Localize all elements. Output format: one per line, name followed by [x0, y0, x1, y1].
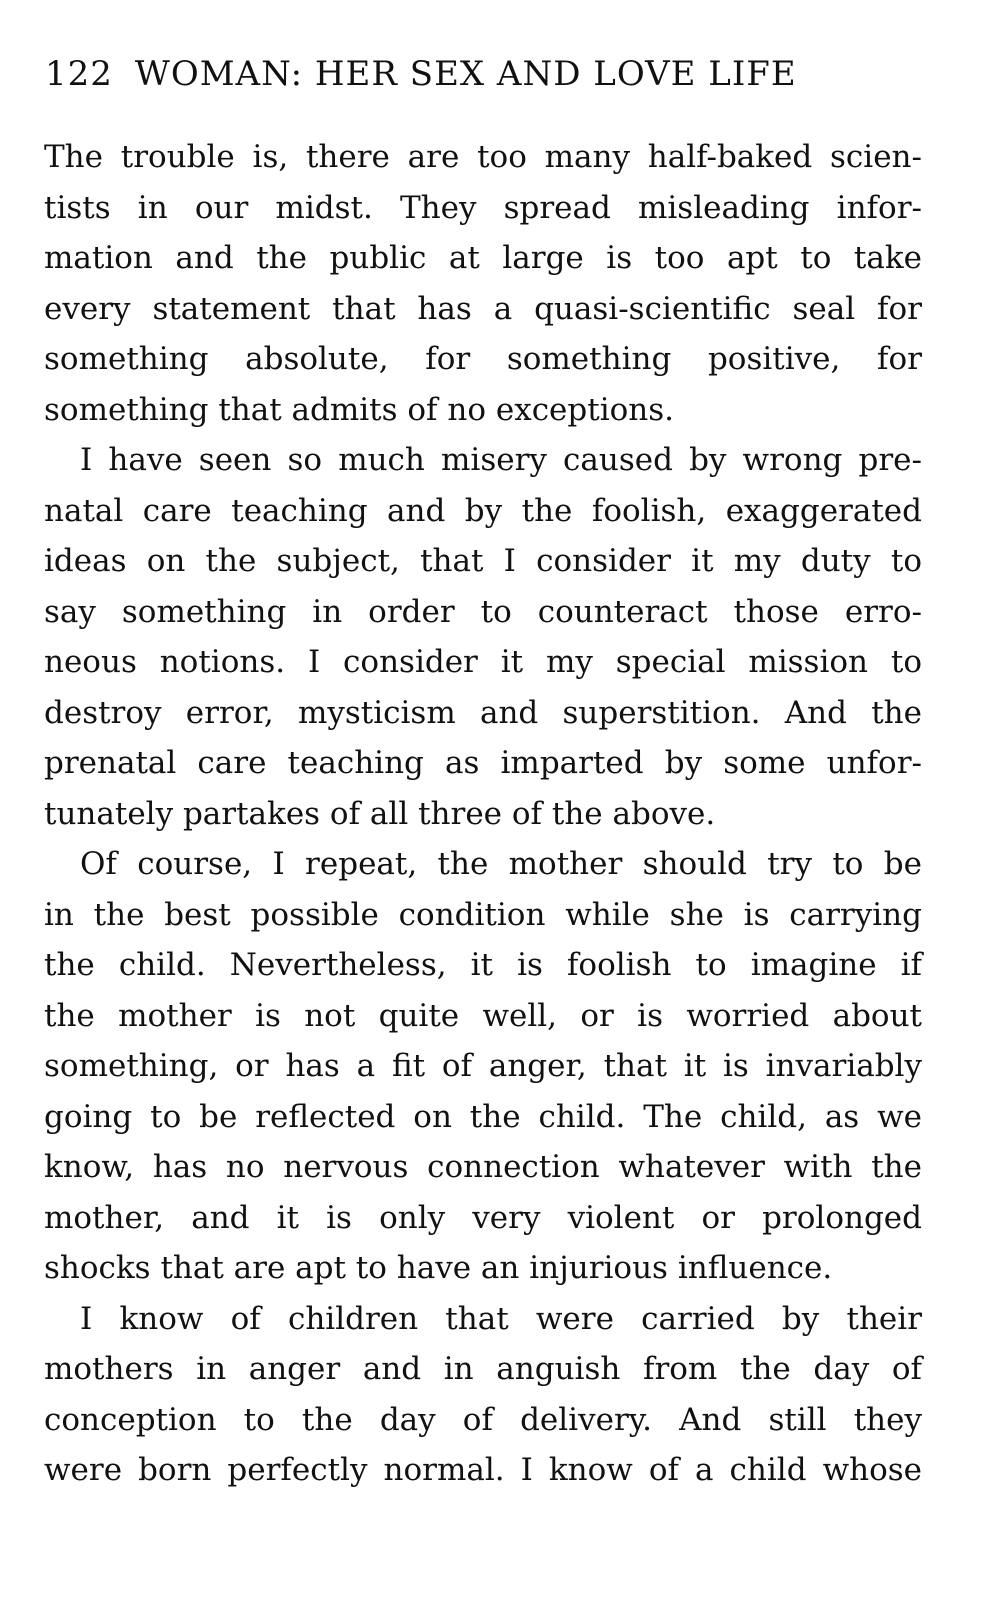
text-line: the mother is not quite well, or is worried about	[44, 997, 922, 1034]
paragraph-3	[44, 839, 922, 1294]
text-line: I know of children that were carried by their	[80, 1300, 922, 1337]
text-line: know, has no nervous connection whatever with the	[44, 1149, 922, 1185]
text-line: neous notions. I consider it my special mission to	[44, 644, 922, 680]
text-line: conception to the day of delivery. And still they	[44, 1401, 922, 1438]
text-line: The trouble is, there are too many half-baked scien-	[44, 139, 922, 175]
text-line: natal care teaching and by the foolish, exaggerated	[44, 492, 922, 529]
text-line: in the best possible condition while she is carrying	[44, 896, 922, 933]
text-line: shocks that are apt to have an injurious influence.	[44, 1250, 833, 1286]
text-line: mation and the public at large is too apt to take	[44, 240, 922, 276]
text-line: mothers in anger and in anguish from the day of	[44, 1351, 922, 1387]
paragraph-1	[44, 132, 922, 435]
text-line: the child. Nevertheless, it is foolish to imagine if	[44, 947, 922, 983]
text-line: something that admits of no exceptions.	[44, 391, 675, 428]
text-line: destroy error, mysticism and superstition. And the	[44, 694, 922, 731]
running-head	[45, 52, 925, 96]
text-line: mother, and it is only very violent or prolonged	[44, 1199, 922, 1236]
text-line: something absolute, for something positive, for	[44, 341, 922, 377]
page-number: 122	[45, 54, 113, 94]
text-line: something, or has a fit of anger, that it is invariably	[44, 1048, 922, 1084]
text-line: ideas on the subject, that I consider it my duty to	[44, 543, 922, 579]
text-line: were born perfectly normal. I know of a child whose	[44, 1452, 922, 1488]
text-line: Of course, I repeat, the mother should try to be	[80, 846, 922, 882]
text-line: tunately partakes of all three of the above.	[44, 795, 716, 832]
paragraph-2	[44, 435, 922, 839]
text-line: I have seen so much misery caused by wrong pre-	[80, 442, 922, 478]
text-line: every statement that has a quasi-scientific seal for	[44, 290, 922, 327]
paragraph-4	[44, 1294, 922, 1496]
body-text	[44, 132, 922, 1496]
text-line: prenatal care teaching as imparted by some unfor-	[44, 745, 922, 781]
text-line: going to be reflected on the child. The child, as we	[44, 1098, 922, 1135]
running-title: WOMAN: HER SEX AND LOVE LIFE	[134, 54, 797, 94]
text-line: say something in order to counteract those erro-	[44, 593, 922, 630]
text-line: tists in our midst. They spread misleading infor-	[44, 189, 922, 226]
